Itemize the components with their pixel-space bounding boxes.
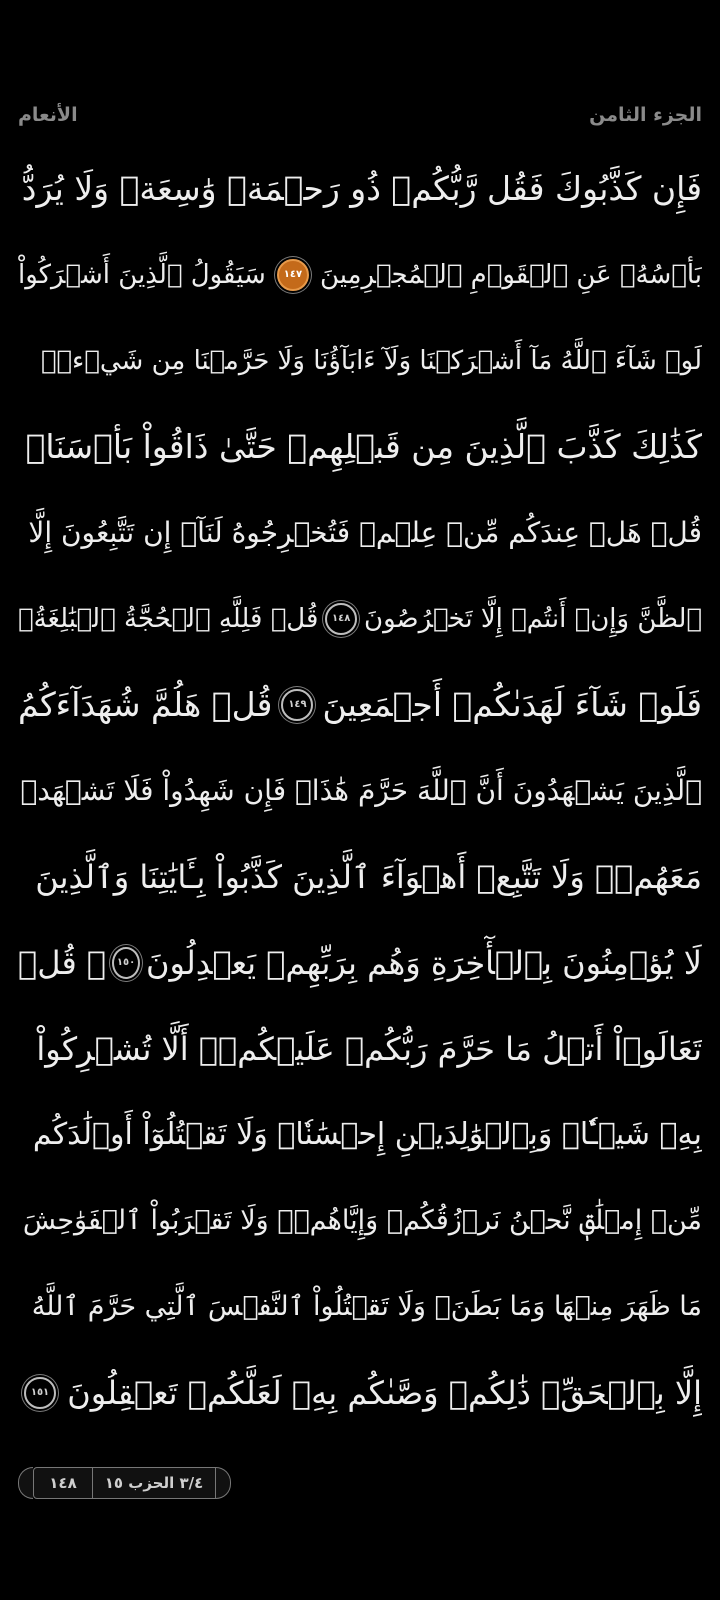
juz-label: الجزء الثامن [589, 104, 702, 126]
verse-line [18, 920, 702, 1006]
line-text-after: قُلۡ هَلُمَّ شُهَدَآءَكُمُ [18, 685, 273, 724]
verse-line [18, 748, 702, 834]
line-text-after: سَيَقُولُ ٱلَّذِينَ أَشۡرَكُواْ [18, 260, 266, 290]
line-text: ٱلظَّنَّ وَإِنۡ أَنتُمۡ إِلَّا تَخۡرُصُونَ [363, 604, 702, 634]
footer-ornament-left [18, 1467, 33, 1499]
line-text: مِّنۡ إِمۡلَٰقٖ نَّحۡنُ نَرۡزُقُكُمۡ وَإِيَّاهُمۡۖ وَلَا تَقۡرَبُواْ ٱلۡفَوَٰحِشَ [22, 1205, 702, 1236]
line-text: مَا ظَهَرَ مِنۡهَا وَمَا بَطَنَۖ وَلَا تَقۡتُلُواْ ٱلنَّفۡسَ ٱلَّتِي حَرَّمَ ٱللَّهُ [31, 1291, 702, 1322]
line-text: مَعَهُمۡۚ وَلَا تَتَّبِعۡ أَهۡوَآءَ ٱلَّذِينَ كَذَّبُواْ بِـَٔايَٰتِنَا وَٱلَّذِينَ [35, 858, 702, 896]
verse-line [18, 1178, 702, 1264]
verse-line [18, 1350, 702, 1436]
line-text: ٱلَّذِينَ يَشۡهَدُونَ أَنَّ ٱللَّهَ حَرَّمَ هَٰذَاۖ فَإِن شَهِدُواْ فَلَا تَشۡهَدۡ [20, 774, 702, 807]
verse-line [18, 318, 702, 404]
ayah-number-marker[interactable]: ١٤٧ [277, 259, 309, 291]
verse-line [18, 146, 702, 232]
line-text-after: قُلۡ فَلِلَّهِ ٱلۡحُجَّةُ ٱلۡبَٰلِغَةُۖ [18, 604, 319, 634]
line-text: إِلَّا بِٱلۡحَقِّۚ ذَٰلِكُمۡ وَصَّىٰكُم بِهِۦ لَعَلَّكُمۡ تَعۡقِلُونَ [67, 1374, 702, 1412]
surah-label: الأنعام [18, 104, 78, 126]
page-header [18, 98, 702, 132]
line-text: لَا يُؤۡمِنُونَ بِٱلۡأٓخِرَةِ وَهُم بِرَبِّهِمۡ يَعۡدِلُونَ [145, 944, 702, 982]
verse-line [18, 490, 702, 576]
line-text: كَذَٰلِكَ كَذَّبَ ٱلَّذِينَ مِن قَبۡلِهِمۡ حَتَّىٰ ذَاقُواْ بَأۡسَنَاۗ [25, 427, 702, 466]
hizb-indicator: ٣/٤ الحزب ١٥ [93, 1467, 216, 1499]
line-text: فَإِن كَذَّبُوكَ فَقُل رَّبُّكُمۡ ذُو رَحۡمَةٖ وَٰسِعَةٖ وَلَا يُرَدُّ [21, 169, 702, 208]
line-text: فَلَوۡ شَآءَ لَهَدَىٰكُمۡ أَجۡمَعِينَ [322, 685, 702, 724]
footer-ornament-right [216, 1467, 231, 1499]
ayah-number-marker[interactable]: ١٥٠ [112, 947, 140, 979]
verse-line [18, 1006, 702, 1092]
ayah-number-marker[interactable]: ١٥١ [24, 1377, 56, 1409]
line-text-after: ۞ قُلۡ [18, 944, 107, 982]
line-text: لَوۡ شَآءَ ٱللَّهُ مَآ أَشۡرَكۡنَا وَلَآ ءَابَآؤُنَا وَلَا حَرَّمۡنَا مِن شَيۡءٖۚ [40, 346, 702, 376]
line-text: بِهِۦ شَيۡـٔٗاۖ وَبِٱلۡوَٰلِدَيۡنِ إِحۡسَٰنٗاۖ وَلَا تَقۡتُلُوٓاْ أَوۡلَٰدَكُم [32, 1117, 702, 1152]
page-footer [18, 1466, 231, 1500]
verse-line [18, 232, 702, 318]
quran-page[interactable] [18, 146, 702, 1436]
verse-line [18, 834, 702, 920]
line-text: قُلۡ هَلۡ عِندَكُم مِّنۡ عِلۡمٖ فَتُخۡرِجُوهُ لَنَآۖ إِن تَتَّبِعُونَ إِلَّا [28, 516, 702, 549]
ayah-number-marker[interactable]: ١٤٩ [281, 689, 313, 721]
verse-line [18, 1092, 702, 1178]
verse-line [18, 662, 702, 748]
verse-line [18, 576, 702, 662]
page-number: ١٤٨ [33, 1467, 93, 1499]
verse-line [18, 404, 702, 490]
line-text: تَعَالَوۡاْ أَتۡلُ مَا حَرَّمَ رَبُّكُمۡ عَلَيۡكُمۡۖ أَلَّا تُشۡرِكُواْ [36, 1030, 702, 1068]
verse-line [18, 1264, 702, 1350]
line-text: بَأۡسُهُۥ عَنِ ٱلۡقَوۡمِ ٱلۡمُجۡرِمِينَ [319, 260, 702, 290]
ayah-number-marker[interactable]: ١٤٨ [325, 603, 357, 635]
